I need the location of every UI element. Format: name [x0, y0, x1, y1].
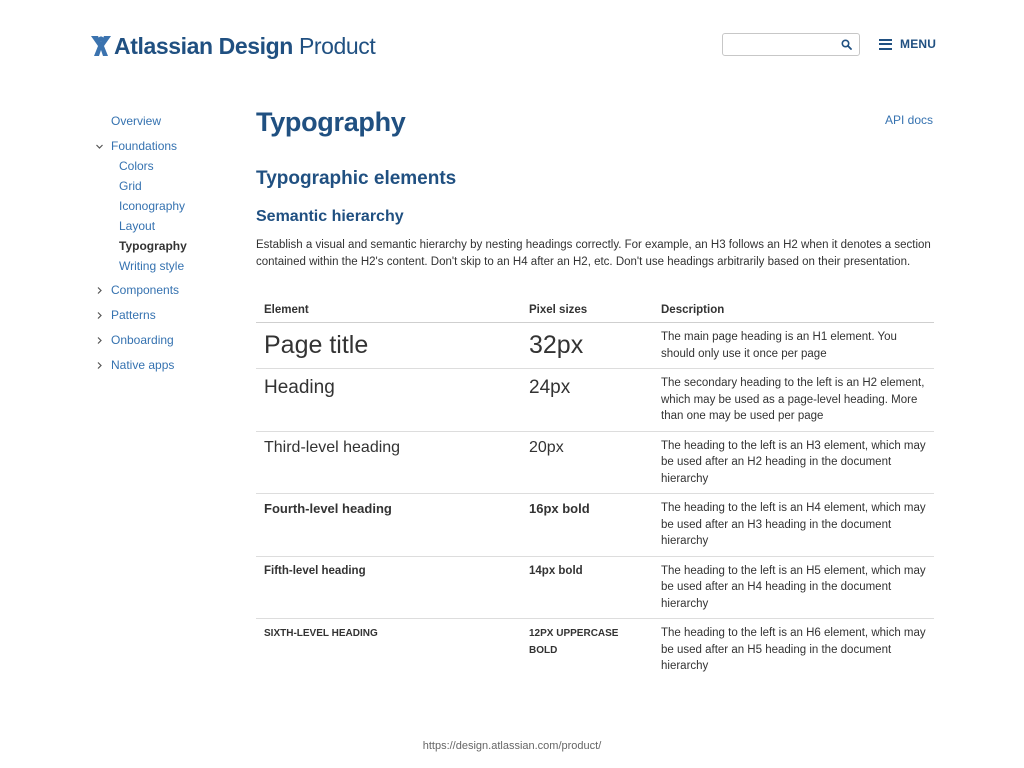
- column-header-element: Element: [256, 298, 521, 323]
- typography-table: [256, 298, 934, 681]
- sidebar-subitem-label[interactable]: Writing style: [119, 259, 185, 273]
- hamburger-menu-icon: [879, 39, 892, 50]
- size-cell: 16px bold: [521, 494, 653, 557]
- size-cell: 12PX UPPERCASE BOLD: [529, 628, 619, 656]
- atlassian-logo-icon: [90, 34, 112, 58]
- sidebar-item-patterns[interactable]: [95, 307, 245, 332]
- table-row: [256, 323, 934, 369]
- sidebar-subitem-writing-style[interactable]: [95, 258, 245, 282]
- site-logo[interactable]: [90, 30, 375, 62]
- page-title: Typography: [256, 107, 406, 137]
- column-header-description: Description: [653, 298, 934, 323]
- search-input[interactable]: [723, 34, 833, 55]
- sidebar-item-native-apps[interactable]: [95, 357, 245, 377]
- sidebar-subitem-layout[interactable]: [95, 218, 245, 238]
- table-row: [256, 619, 934, 681]
- description-cell: The heading to the left is an H4 element, which may be used after an H3 heading in the document hierarchy: [653, 494, 934, 557]
- table-row: [256, 431, 934, 494]
- element-cell: Fourth-level heading: [256, 494, 521, 557]
- size-cell: 24px: [521, 369, 653, 432]
- element-cell: Heading: [256, 369, 521, 432]
- sidebar-item-label[interactable]: Native apps: [111, 358, 175, 372]
- sidebar-subitem-typography[interactable]: [95, 238, 245, 258]
- subsection-title: Semantic hierarchy: [256, 208, 404, 225]
- sidebar-item-label[interactable]: Components: [111, 283, 180, 297]
- table-header-row: [256, 298, 934, 323]
- chevron-down-icon[interactable]: [95, 142, 104, 151]
- logo-product: Product: [298, 32, 376, 59]
- search-icon[interactable]: [841, 39, 852, 50]
- size-cell: 32px: [521, 323, 653, 369]
- element-cell: Fifth-level heading: [256, 556, 521, 619]
- sidebar-nav: [95, 113, 245, 377]
- logo-wordmark: [114, 33, 375, 60]
- chevron-right-icon[interactable]: [95, 311, 104, 320]
- sidebar-subitem-iconography[interactable]: [95, 198, 245, 218]
- chevron-right-icon[interactable]: [95, 286, 104, 295]
- size-cell: 14px bold: [521, 556, 653, 619]
- search-box: [722, 33, 860, 56]
- description-cell: The main page heading is an H1 element. You should only use it once per page: [653, 323, 934, 369]
- description-cell: The secondary heading to the left is an H2 element, which may be used as a page-level heading. More than one may be used per page: [653, 369, 934, 432]
- menu-label: MENU: [900, 37, 937, 51]
- element-cell: Page title: [256, 323, 521, 369]
- column-header-pixel-sizes: Pixel sizes: [521, 298, 653, 323]
- description-cell: The heading to the left is an H5 element, which may be used after an H4 heading in the document hierarchy: [653, 556, 934, 619]
- sidebar-item-label[interactable]: Onboarding: [111, 333, 174, 347]
- chevron-right-icon[interactable]: [95, 336, 104, 345]
- size-cell: 20px: [521, 431, 653, 494]
- footer-url: https://design.atlassian.com/product/: [422, 740, 602, 752]
- table-row: [256, 556, 934, 619]
- sidebar-item-foundations[interactable]: [95, 138, 245, 158]
- sidebar-subitem-label[interactable]: Iconography: [119, 199, 186, 213]
- logo-brand: Atlassian Design: [114, 32, 293, 59]
- intro-paragraph: Establish a visual and semantic hierarchy by nesting headings correctly. For example, an H3 follows an H2 when it denotes a section contained within the H2's content. Don't skip to an H4 after an H2, etc. Don't use headings arbitrarily based on their presentation.: [256, 239, 931, 268]
- table-row: [256, 369, 934, 432]
- sidebar-subitem-label[interactable]: Grid: [119, 179, 142, 193]
- sidebar-subitem-label[interactable]: Layout: [119, 219, 156, 233]
- sidebar-subitem-label-active: Typography: [119, 239, 187, 253]
- element-cell: Third-level heading: [256, 431, 521, 494]
- sidebar-item-label[interactable]: Overview: [111, 114, 162, 128]
- sidebar-item-label[interactable]: Foundations: [111, 139, 178, 153]
- chevron-right-icon[interactable]: [95, 361, 104, 370]
- description-cell: The heading to the left is an H6 element, which may be used after an H5 heading in the document hierarchy: [661, 627, 926, 672]
- sidebar-subitem-grid[interactable]: [95, 178, 245, 198]
- sidebar-item-label[interactable]: Patterns: [111, 308, 156, 322]
- section-title: Typographic elements: [256, 168, 457, 189]
- sidebar-item-overview[interactable]: [95, 113, 245, 138]
- element-cell: SIXTH-LEVEL HEADING: [264, 628, 378, 639]
- api-docs-link[interactable]: API docs: [884, 113, 933, 127]
- sidebar-subitem-label[interactable]: Colors: [119, 159, 154, 173]
- description-cell: The heading to the left is an H3 element, which may be used after an H2 heading in the document hierarchy: [653, 431, 934, 494]
- table-row: [256, 494, 934, 557]
- sidebar-item-onboarding[interactable]: [95, 332, 245, 357]
- menu-button[interactable]: [879, 37, 936, 51]
- sidebar-subitem-colors[interactable]: [95, 158, 245, 178]
- sidebar-item-components[interactable]: [95, 282, 245, 307]
